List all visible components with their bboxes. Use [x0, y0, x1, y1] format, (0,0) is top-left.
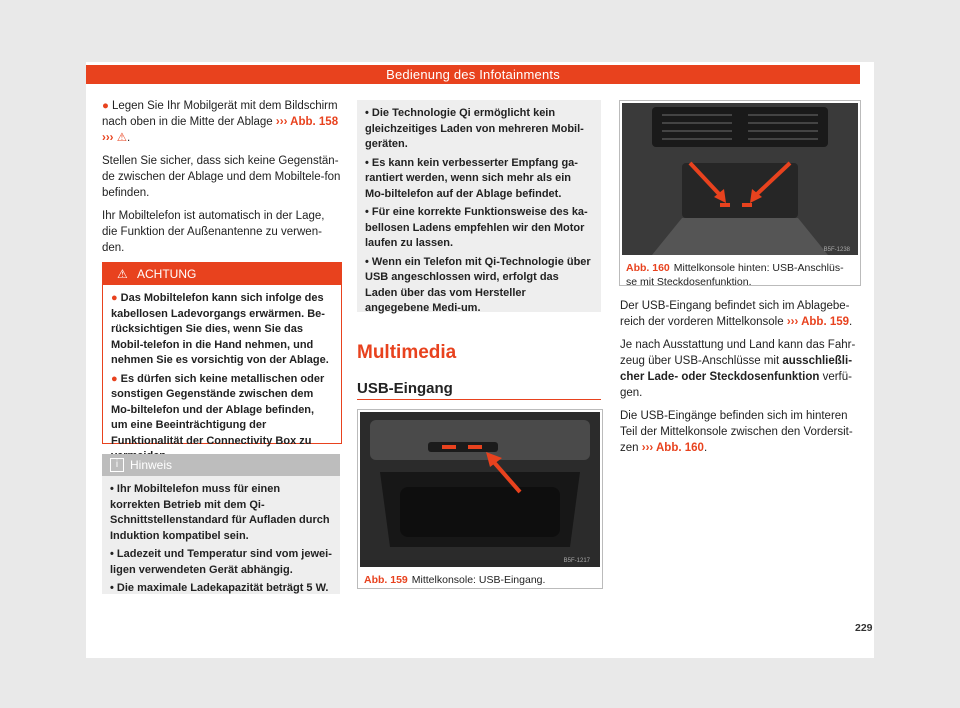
figure-code: B5F-1238	[823, 247, 850, 253]
note-header	[102, 454, 340, 476]
qi-item: • Wenn ein Telefon mit Qi-Technologie über USB angeschlossen wird, erfolgt das Laden über das vom Hersteller angegebene Medi-um.	[365, 255, 591, 314]
qi-item: • Für eine korrekte Funktionsweise des ka-bellosen Ladens empfehlen wir den Motor laufen zu lassen.	[365, 206, 588, 249]
qi-info-box	[357, 100, 601, 312]
note-title: Hinweis	[130, 458, 173, 472]
warning-header	[103, 263, 341, 285]
info-icon: i	[110, 458, 124, 472]
qi-item: • Die Technologie Qi ermöglicht kein gleichzeitiges Laden von mehreren Mobil-geräten.	[365, 107, 584, 150]
subtitle-divider	[357, 399, 601, 400]
figure-reference[interactable]: ››› Abb. 160	[641, 442, 704, 454]
paragraph-1: ● Legen Sie Ihr Mobilgerät mit dem Bildschirm nach oben in die Mitte der Ablage ››› Abb. 158 ››› ⚠.	[102, 100, 339, 144]
figure-reference[interactable]: ››› Abb. 158 ›››	[102, 116, 339, 144]
usb-console-photo	[360, 412, 600, 567]
rear-console-photo	[622, 103, 858, 255]
right-column	[620, 298, 860, 463]
warning-triangle-icon: ⚠	[116, 132, 128, 144]
figure-159	[357, 409, 603, 589]
warning-box	[102, 262, 342, 447]
qi-item: • Es kann kein verbesserter Empfang ga-rantiert werden, wenn sich mehr als ein Mo-biltelefon auf der Ablage befindet.	[365, 156, 578, 200]
warning-icon: ⚠	[117, 267, 128, 281]
section-title: Multimedia	[357, 342, 457, 363]
figure-caption: Abb. 159 Mittelkonsole: USB-Eingang.	[364, 574, 546, 586]
warning-title: ACHTUNG	[137, 267, 197, 281]
note-item: • Ihr Mobiltelefon muss für einen korrekten Betrieb mit dem Qi-Schnittstellenstandard für Aufladen durch Induktion kompatibel sein.	[110, 483, 330, 542]
figure-reference[interactable]: ››› Abb. 159	[786, 316, 850, 328]
note-item: • Die maximale Ladekapazität beträgt 5 W.	[110, 582, 329, 594]
page-number: 229	[855, 622, 873, 634]
page-header: Bedienung des Infotainments	[86, 65, 860, 84]
section-subtitle: USB-Eingang	[357, 380, 453, 397]
paragraph-usb-2: Je nach Ausstattung und Land kann das Fahr-zeug über USB-Anschlüsse mit ausschließli-cher Lade- oder Steckdosenfunktion verfü-gen.	[620, 339, 856, 399]
figure-caption: Abb. 160 Mittelkonsole hinten: USB-Anschlüs-se mit Steckdosenfunktion.	[626, 262, 844, 288]
warning-item: ● Das Mobiltelefon kann sich infolge des kabellosen Ladevorgangs erwärmen. Be-rücksichtigen Sie dies, wenn Sie das Mobil-telefon in die Hand nehmen, und nehmen Sie es vorsichtig von der Ablage.	[111, 292, 329, 366]
left-column	[102, 98, 342, 263]
note-box	[102, 454, 340, 594]
warning-item: ● Es dürfen sich keine metallischen oder sonstigen Gegenstände zwischen dem Mo-biltelefon und der Ablage befinden, um eine Beeinträchtigung der Funktionalität der Connectivity Box zu	[111, 372, 325, 447]
paragraph-usb-1: Der USB-Eingang befindet sich im Ablagebe-reich der vorderen Mittelkonsole ››› Abb. 159.	[620, 300, 853, 328]
note-item: • Ladezeit und Temperatur sind vom jewei-ligen verwendeten Gerät abhängig.	[110, 548, 332, 576]
figure-160	[619, 100, 861, 286]
paragraph-2: Stellen Sie sicher, dass sich keine Gegenstän-de zwischen der Ablage und dem Mobiltele-fon befinden.	[102, 155, 341, 199]
bullet-icon: ●	[102, 100, 109, 112]
paragraph-usb-3: Die USB-Eingänge befinden sich im hinteren Teil der Mittelkonsole zwischen den Vordersit-zen ››› Abb. 160.	[620, 410, 853, 454]
paragraph-3: Ihr Mobiltelefon ist automatisch in der Lage, die Funktion der Außenantenne zu verwen-den.	[102, 210, 325, 254]
figure-code: B5F-1217	[563, 558, 590, 564]
